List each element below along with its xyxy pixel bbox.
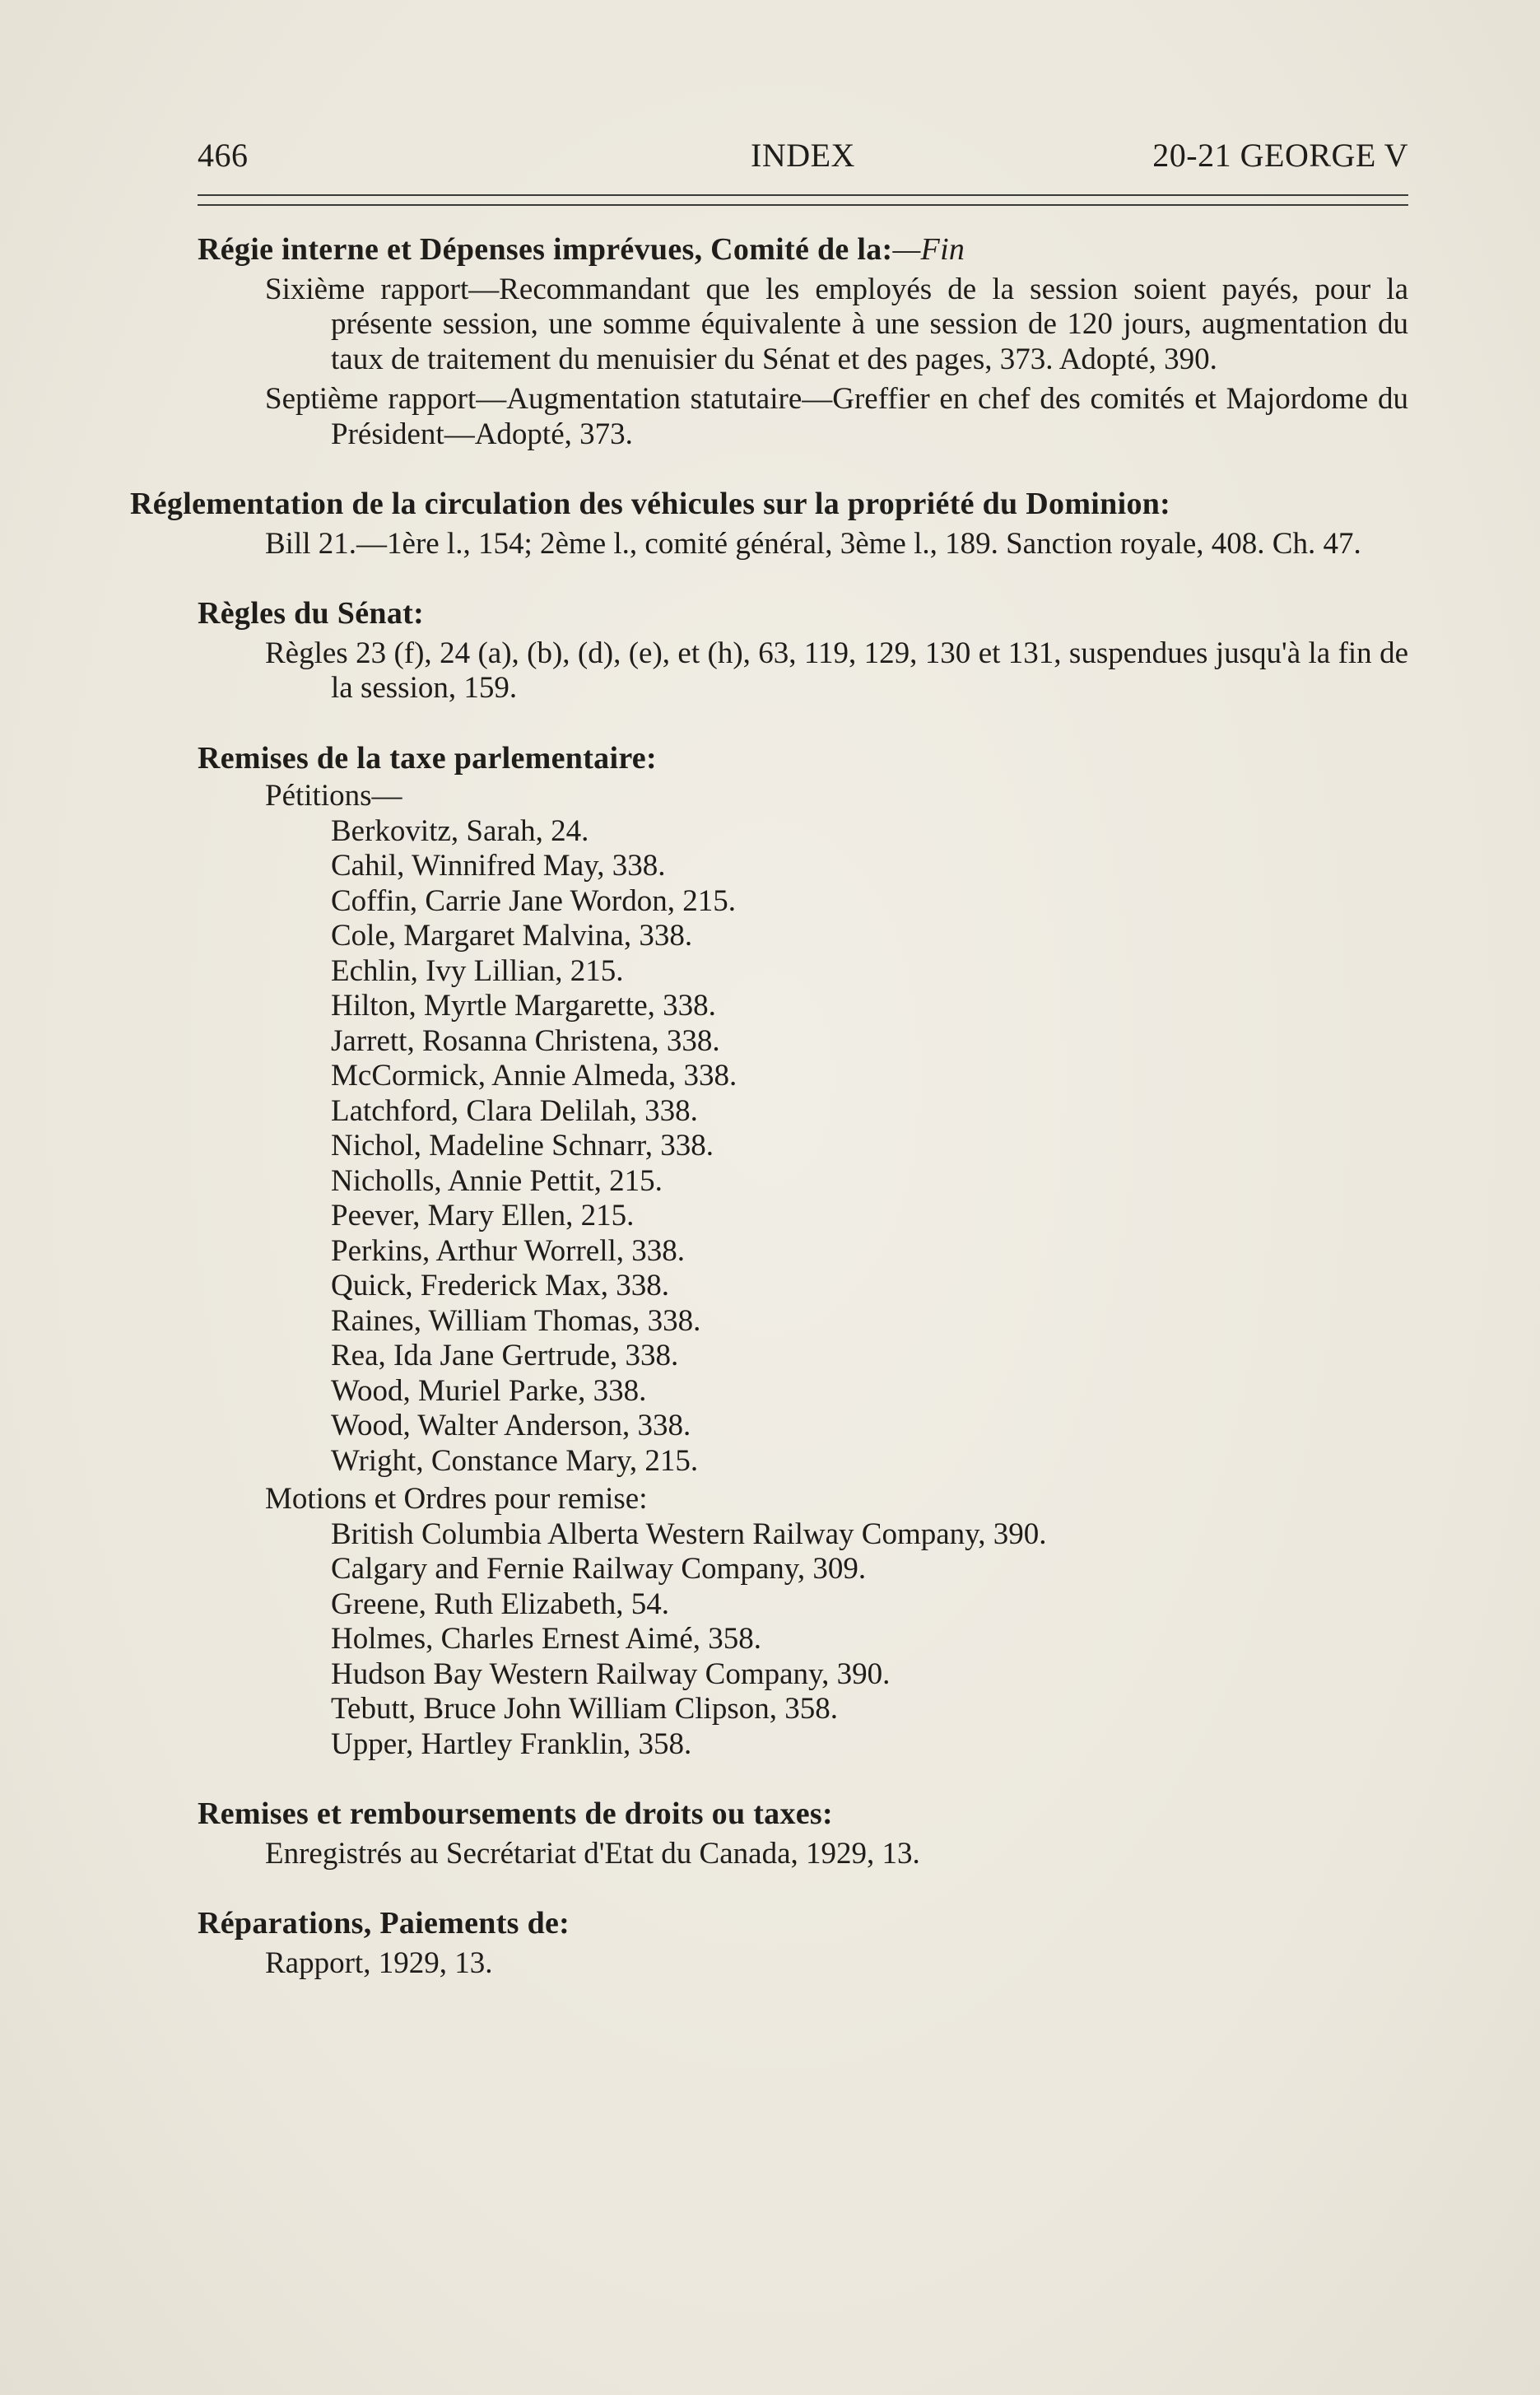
index-entry: Rapport, 1929, 13. (265, 1945, 493, 1980)
list-item: Echlin, Ivy Lillian, 215. (331, 953, 624, 988)
list-item: British Columbia Alberta Western Railway Company, 390. (331, 1517, 1047, 1551)
subsection-label-petitions: Pétitions— (265, 779, 402, 813)
section-heading: Remises et remboursements de droits ou taxes: (198, 1796, 833, 1831)
list-item: Nicholls, Annie Pettit, 215. (331, 1163, 663, 1198)
list-item: Tebutt, Bruce John William Clipson, 358. (331, 1692, 838, 1726)
list-item: Coffin, Carrie Jane Wordon, 215. (331, 883, 736, 918)
list-item: Raines, William Thomas, 338. (331, 1303, 701, 1338)
subsection-label-motions: Motions et Ordres pour remise: (265, 1482, 648, 1516)
index-entry: Bill 21.—1ère l., 154; 2ème l., comité général, 3ème l., 189. Sanction royale, 408. Ch. 47. (265, 526, 1361, 561)
running-header (198, 136, 1408, 177)
list-item: Holmes, Charles Ernest Aimé, 358. (331, 1622, 762, 1656)
list-item: Quick, Frederick Max, 338. (331, 1269, 670, 1302)
list-item: Upper, Hartley Franklin, 358. (331, 1726, 692, 1761)
index-entry: Sixième rapport—Recommandant que les employés de la session soient payés, pour la présente session, une somme équivalente à une session de 120 jours, augmentation du taux de traitement du menuisier du Sénat et des pages, 373. Adopté, 390. (265, 272, 1408, 376)
header-rule (198, 194, 1408, 206)
petitions-list (331, 814, 1408, 1479)
section-remises-taxe (198, 741, 1408, 1763)
list-item: Greene, Ruth Elizabeth, 54. (331, 1587, 669, 1621)
list-item: Peever, Mary Ellen, 215. (331, 1199, 635, 1232)
list-item: Wood, Walter Anderson, 338. (331, 1409, 691, 1442)
index-content (130, 232, 1408, 2015)
section-reparations (198, 1906, 1408, 1981)
motions-list (331, 1517, 1408, 1763)
list-item: Calgary and Fernie Railway Company, 309. (331, 1552, 867, 1586)
section-heading (130, 232, 1408, 268)
section-reglementation (130, 487, 1408, 561)
index-entry: Enregistrés au Secrétariat d'Etat du Canada, 1929, 13. (265, 1836, 920, 1871)
list-item: Cahil, Winnifred May, 338. (331, 849, 666, 883)
list-item: Wood, Muriel Parke, 338. (331, 1373, 647, 1408)
section-heading: Réparations, Paiements de: (198, 1906, 570, 1941)
header-title: INDEX (751, 137, 855, 174)
list-item: Latchford, Clara Delilah, 338. (331, 1093, 698, 1128)
index-entry: Règles 23 (f), 24 (a), (b), (d), (e), et (h), 63, 119, 129, 130 et 131, suspendues jusqu'à la fin de la session, 159. (265, 636, 1408, 705)
section-heading: Réglementation de la circulation des véhicules sur la propriété du Dominion: (130, 487, 1171, 521)
section-regles-senat (198, 596, 1408, 706)
heading-text: Régie interne et Dépenses imprévues, Comité de la: (198, 232, 893, 267)
header-reign: 20-21 GEORGE V (1152, 137, 1408, 174)
list-item: Rea, Ida Jane Gertrude, 338. (331, 1339, 679, 1372)
list-item: Nichol, Madeline Schnarr, 338. (331, 1129, 714, 1163)
list-item: Berkovitz, Sarah, 24. (331, 813, 589, 848)
list-item: Hilton, Myrtle Margarette, 338. (331, 989, 716, 1023)
section-heading: Règles du Sénat: (198, 596, 425, 631)
section-regie-interne (198, 232, 1408, 452)
list-item: Perkins, Arthur Worrell, 338. (331, 1233, 686, 1268)
page-number: 466 (198, 137, 249, 174)
list-item: McCormick, Annie Almeda, 338. (331, 1059, 737, 1093)
list-item: Wright, Constance Mary, 215. (331, 1443, 699, 1478)
heading-tail: —Fin (892, 232, 965, 267)
section-heading: Remises de la taxe parlementaire: (198, 740, 657, 776)
list-item: Hudson Bay Western Railway Company, 390. (331, 1656, 891, 1691)
index-entry: Septième rapport—Augmentation statutaire—Greffier en chef des comités et Majordome du Président—Adopté, 373. (265, 382, 1408, 451)
list-item: Jarrett, Rosanna Christena, 338. (331, 1023, 720, 1058)
section-remises-remboursements (198, 1796, 1408, 1871)
list-item: Cole, Margaret Malvina, 338. (331, 919, 693, 953)
